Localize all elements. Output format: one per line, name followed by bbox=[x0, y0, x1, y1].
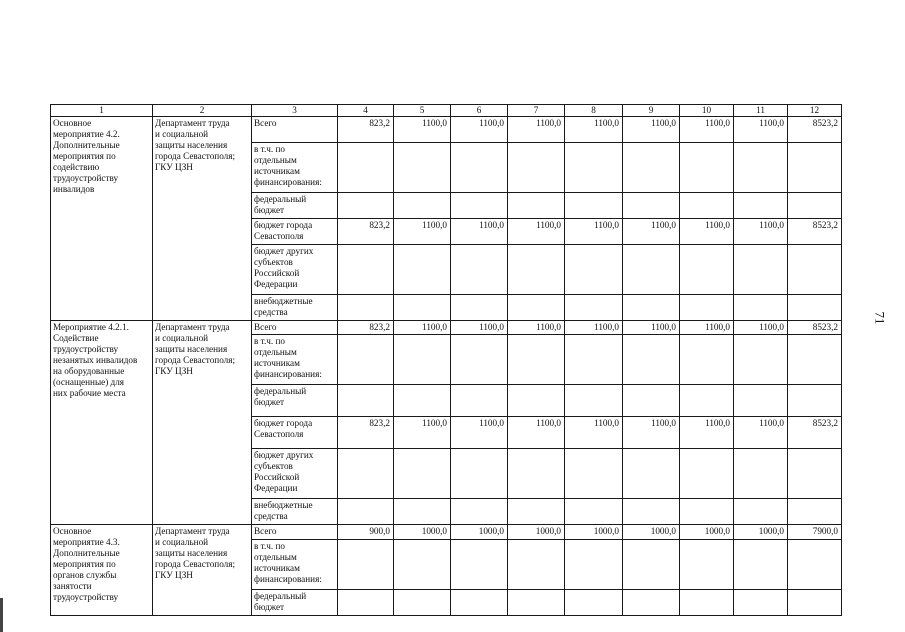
amount-cell bbox=[565, 385, 623, 417]
amount-cell: 1100,0 bbox=[565, 219, 623, 245]
amount-cell bbox=[338, 590, 394, 616]
table-row bbox=[51, 321, 842, 335]
amount-cell bbox=[734, 540, 788, 590]
amount-cell bbox=[451, 193, 508, 219]
amount-cell bbox=[680, 245, 734, 295]
amount-cell: 8523,2 bbox=[788, 417, 842, 449]
amount-cell bbox=[680, 499, 734, 525]
funding-source-cell: бюджет других субъектов Российской Федерации bbox=[252, 449, 338, 499]
amount-cell bbox=[788, 245, 842, 295]
amount-cell bbox=[623, 335, 680, 385]
amount-cell bbox=[338, 295, 394, 321]
amount-cell bbox=[451, 540, 508, 590]
amount-cell bbox=[338, 499, 394, 525]
amount-cell: 1000,0 bbox=[734, 525, 788, 540]
amount-cell bbox=[734, 143, 788, 193]
activity-name-cell: Мероприятие 4.2.1. Содействие трудоустройству незанятых инвалидов на оборудованные (оснащенные) для них рабочие места bbox=[51, 321, 153, 525]
amount-cell bbox=[508, 385, 565, 417]
amount-cell bbox=[451, 335, 508, 385]
amount-cell bbox=[394, 449, 451, 499]
column-header-6: 6 bbox=[451, 105, 508, 117]
amount-cell bbox=[565, 540, 623, 590]
funding-source-cell: Всего bbox=[252, 525, 338, 540]
amount-cell: 1100,0 bbox=[451, 117, 508, 143]
column-header-11: 11 bbox=[734, 105, 788, 117]
amount-cell: 1100,0 bbox=[623, 321, 680, 335]
funding-source-cell: Всего bbox=[252, 117, 338, 143]
amount-cell: 1100,0 bbox=[451, 219, 508, 245]
funding-source-cell: Всего bbox=[252, 321, 338, 335]
amount-cell: 1100,0 bbox=[734, 117, 788, 143]
amount-cell bbox=[394, 143, 451, 193]
amount-cell: 823,2 bbox=[338, 321, 394, 335]
amount-cell bbox=[565, 143, 623, 193]
funding-source-cell: федеральный бюджет bbox=[252, 193, 338, 219]
amount-cell bbox=[451, 590, 508, 616]
amount-cell bbox=[623, 449, 680, 499]
amount-cell bbox=[734, 245, 788, 295]
funding-source-cell: бюджет города Севастополя bbox=[252, 417, 338, 449]
amount-cell: 1100,0 bbox=[623, 117, 680, 143]
amount-cell bbox=[394, 385, 451, 417]
amount-cell bbox=[788, 540, 842, 590]
amount-cell bbox=[565, 499, 623, 525]
amount-cell bbox=[623, 245, 680, 295]
funding-source-cell: бюджет города Севастополя bbox=[252, 219, 338, 245]
amount-cell bbox=[508, 193, 565, 219]
amount-cell: 1100,0 bbox=[565, 321, 623, 335]
amount-cell bbox=[623, 193, 680, 219]
funding-source-cell: в т.ч. по отдельным источникам финансирования: bbox=[252, 335, 338, 385]
amount-cell bbox=[680, 193, 734, 219]
amount-cell bbox=[508, 295, 565, 321]
amount-cell bbox=[451, 143, 508, 193]
table-row bbox=[51, 525, 842, 540]
amount-cell bbox=[565, 245, 623, 295]
amount-cell bbox=[788, 335, 842, 385]
amount-cell: 1100,0 bbox=[451, 321, 508, 335]
amount-cell bbox=[788, 590, 842, 616]
funding-source-cell: в т.ч. по отдельным источникам финансирования: bbox=[252, 143, 338, 193]
amount-cell: 1100,0 bbox=[565, 117, 623, 143]
budget-table bbox=[50, 104, 842, 616]
amount-cell bbox=[788, 295, 842, 321]
amount-cell bbox=[734, 193, 788, 219]
amount-cell: 1100,0 bbox=[394, 219, 451, 245]
column-header-2: 2 bbox=[153, 105, 252, 117]
amount-cell: 1000,0 bbox=[680, 525, 734, 540]
amount-cell: 1100,0 bbox=[508, 117, 565, 143]
amount-cell: 1100,0 bbox=[565, 417, 623, 449]
amount-cell bbox=[788, 193, 842, 219]
amount-cell: 8523,2 bbox=[788, 219, 842, 245]
amount-cell: 1100,0 bbox=[734, 417, 788, 449]
amount-cell bbox=[734, 499, 788, 525]
amount-cell: 1000,0 bbox=[508, 525, 565, 540]
amount-cell: 1100,0 bbox=[680, 417, 734, 449]
amount-cell bbox=[338, 143, 394, 193]
table-row bbox=[51, 117, 842, 143]
funding-source-cell: федеральный бюджет bbox=[252, 590, 338, 616]
amount-cell bbox=[734, 335, 788, 385]
amount-cell: 7900,0 bbox=[788, 525, 842, 540]
amount-cell: 1000,0 bbox=[565, 525, 623, 540]
amount-cell bbox=[394, 590, 451, 616]
amount-cell: 1000,0 bbox=[394, 525, 451, 540]
amount-cell bbox=[508, 245, 565, 295]
executor-cell: Департамент труда и социальной защиты населения города Севастополя; ГКУ ЦЗН bbox=[153, 321, 252, 525]
amount-cell bbox=[788, 499, 842, 525]
amount-cell bbox=[394, 295, 451, 321]
amount-cell: 1100,0 bbox=[394, 117, 451, 143]
amount-cell bbox=[394, 540, 451, 590]
scan-edge-mark bbox=[0, 598, 3, 632]
amount-cell: 900,0 bbox=[338, 525, 394, 540]
amount-cell: 1000,0 bbox=[451, 525, 508, 540]
amount-cell bbox=[734, 590, 788, 616]
amount-cell bbox=[565, 295, 623, 321]
amount-cell: 8523,2 bbox=[788, 117, 842, 143]
amount-cell bbox=[394, 193, 451, 219]
amount-cell bbox=[734, 385, 788, 417]
amount-cell bbox=[623, 540, 680, 590]
column-header-4: 4 bbox=[338, 105, 394, 117]
column-header-9: 9 bbox=[623, 105, 680, 117]
executor-cell: Департамент труда и социальной защиты населения города Севастополя; ГКУ ЦЗН bbox=[153, 525, 252, 616]
amount-cell: 823,2 bbox=[338, 117, 394, 143]
amount-cell bbox=[680, 143, 734, 193]
column-header-3: 3 bbox=[252, 105, 338, 117]
amount-cell bbox=[338, 245, 394, 295]
amount-cell: 1000,0 bbox=[623, 525, 680, 540]
amount-cell bbox=[680, 449, 734, 499]
amount-cell bbox=[338, 193, 394, 219]
amount-cell bbox=[565, 590, 623, 616]
amount-cell bbox=[623, 385, 680, 417]
amount-cell bbox=[680, 540, 734, 590]
amount-cell bbox=[565, 449, 623, 499]
column-header-8: 8 bbox=[565, 105, 623, 117]
funding-source-cell: федеральный бюджет bbox=[252, 385, 338, 417]
funding-source-cell: внебюджетные средства bbox=[252, 295, 338, 321]
amount-cell bbox=[508, 335, 565, 385]
amount-cell: 1100,0 bbox=[680, 219, 734, 245]
amount-cell bbox=[394, 499, 451, 525]
amount-cell bbox=[394, 245, 451, 295]
amount-cell bbox=[623, 590, 680, 616]
executor-cell: Департамент труда и социальной защиты населения города Севастополя; ГКУ ЦЗН bbox=[153, 117, 252, 321]
amount-cell bbox=[338, 335, 394, 385]
amount-cell bbox=[508, 499, 565, 525]
amount-cell bbox=[508, 590, 565, 616]
amount-cell bbox=[565, 193, 623, 219]
amount-cell bbox=[623, 143, 680, 193]
amount-cell: 1100,0 bbox=[623, 219, 680, 245]
amount-cell bbox=[451, 449, 508, 499]
amount-cell bbox=[451, 295, 508, 321]
amount-cell: 1100,0 bbox=[508, 417, 565, 449]
header-row bbox=[51, 105, 842, 117]
amount-cell bbox=[680, 590, 734, 616]
activity-name-cell: Основное мероприятие 4.2. Дополнительные мероприятия по содействию трудоустройству инвалидов bbox=[51, 117, 153, 321]
amount-cell bbox=[451, 385, 508, 417]
amount-cell bbox=[338, 385, 394, 417]
amount-cell: 1100,0 bbox=[394, 417, 451, 449]
amount-cell bbox=[788, 449, 842, 499]
amount-cell bbox=[508, 540, 565, 590]
amount-cell: 8523,2 bbox=[788, 321, 842, 335]
amount-cell bbox=[734, 295, 788, 321]
amount-cell bbox=[394, 335, 451, 385]
amount-cell: 1100,0 bbox=[734, 219, 788, 245]
column-header-7: 7 bbox=[508, 105, 565, 117]
amount-cell: 1100,0 bbox=[451, 417, 508, 449]
column-header-1: 1 bbox=[51, 105, 153, 117]
amount-cell bbox=[338, 449, 394, 499]
funding-source-cell: бюджет других субъектов Российской Федерации bbox=[252, 245, 338, 295]
amount-cell bbox=[338, 540, 394, 590]
amount-cell bbox=[508, 143, 565, 193]
amount-cell bbox=[565, 335, 623, 385]
amount-cell: 823,2 bbox=[338, 417, 394, 449]
amount-cell bbox=[788, 143, 842, 193]
amount-cell: 1100,0 bbox=[508, 219, 565, 245]
amount-cell bbox=[508, 449, 565, 499]
amount-cell bbox=[623, 499, 680, 525]
activity-name-cell: Основное мероприятие 4.3. Дополнительные мероприятия по органов службы занятости трудоустройству bbox=[51, 525, 153, 616]
column-header-5: 5 bbox=[394, 105, 451, 117]
amount-cell bbox=[623, 295, 680, 321]
funding-source-cell: в т.ч. по отдельным источникам финансирования: bbox=[252, 540, 338, 590]
amount-cell: 1100,0 bbox=[680, 117, 734, 143]
amount-cell: 1100,0 bbox=[680, 321, 734, 335]
amount-cell bbox=[788, 385, 842, 417]
amount-cell bbox=[680, 385, 734, 417]
amount-cell: 1100,0 bbox=[734, 321, 788, 335]
amount-cell: 823,2 bbox=[338, 219, 394, 245]
amount-cell: 1100,0 bbox=[623, 417, 680, 449]
funding-source-cell: внебюджетные средства bbox=[252, 499, 338, 525]
page-number: 71 bbox=[872, 311, 888, 325]
amount-cell bbox=[451, 499, 508, 525]
amount-cell bbox=[451, 245, 508, 295]
column-header-12: 12 bbox=[788, 105, 842, 117]
amount-cell bbox=[734, 449, 788, 499]
amount-cell: 1100,0 bbox=[508, 321, 565, 335]
amount-cell bbox=[680, 295, 734, 321]
amount-cell: 1100,0 bbox=[394, 321, 451, 335]
column-header-10: 10 bbox=[680, 105, 734, 117]
amount-cell bbox=[680, 335, 734, 385]
